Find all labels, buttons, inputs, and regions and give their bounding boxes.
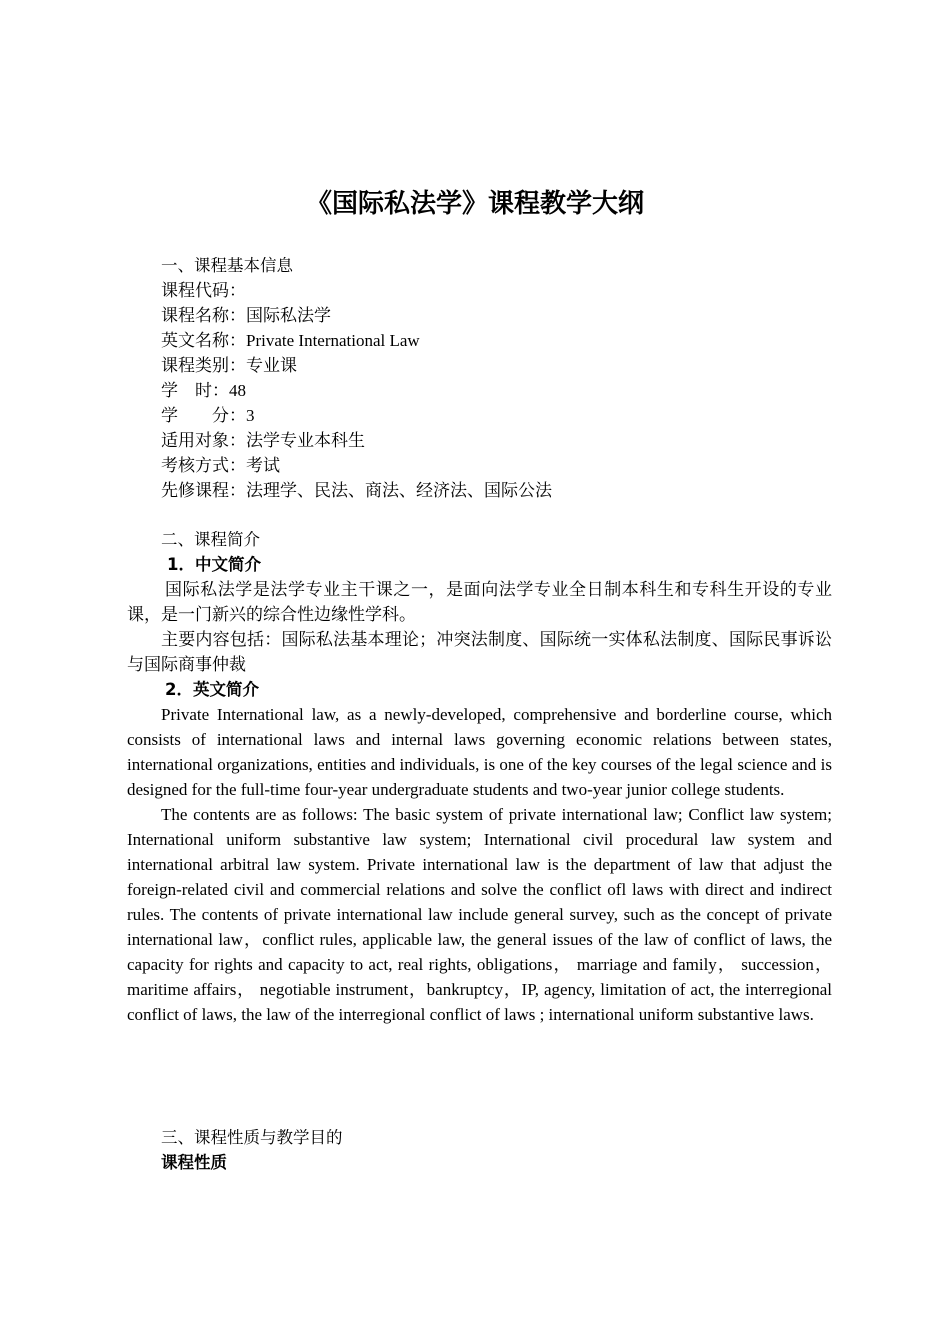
info-english-name [127,328,832,353]
info-label: 先修课程： [161,481,246,500]
course-nature-subheading: 课程性质 [161,1153,227,1172]
info-value: 48 [229,381,246,400]
info-course-code [127,278,832,303]
info-label: 考核方式： [161,456,246,475]
english-intro-paragraph: The contents are as follows: The basic system of private international law; Conflict law system; International uniform substantive law system; International civil procedural law system and international arbitral law system. Private international law is the department of law that adjust the foreign-related civil and commercial relations and solve the conflict ofl laws with direct and indirect rules. The contents of private international law include general survey, such as the concept of private international law，conflict rules, applicable law, the general issues of the law of conflict of laws, the capacity for rights and capacity to act, real rights, obligations， marriage and family， succession， maritime affairs， negotiable instrument，bankruptcy，IP, agency, limitation of act, the interregional conflict of laws, the law of the interregional conflict of laws ; international uniform substantive laws. [127,805,832,1024]
info-label: 课程名称： [161,306,246,325]
info-course-name [127,303,832,328]
info-value: 考试 [246,456,280,475]
info-value: 法理学、民法、商法、经济法、国际公法 [246,481,552,500]
info-credits [127,403,832,428]
info-label: 适用对象： [161,431,246,450]
chinese-intro-paragraph: 主要内容包括：国际私法基本理论；冲突法制度、国际统一实体私法制度、国际民事诉讼与国际商事仲裁 [127,630,832,674]
section-heading-course-nature: 三、课程性质与教学目的 [161,1128,343,1147]
section-heading-course-intro: 二、课程简介 [161,530,260,549]
chinese-intro-paragraph: 国际私法学是法学专业主干课之一，是面向法学专业全日制本科生和专科生开设的专业课，是一门新兴的综合性边缘性学科。 [127,580,832,624]
section-course-nature [127,1125,832,1175]
info-value: 国际私法学 [246,306,331,325]
info-target-audience [127,428,832,453]
info-label: 学 分： [161,406,246,425]
info-label: 课程类别： [161,356,246,375]
info-prerequisites [127,478,832,503]
info-value: 3 [246,406,255,425]
section-course-intro [127,527,832,1027]
info-value: 专业课 [246,356,297,375]
section-basic-info [127,253,832,503]
info-hours [127,378,832,403]
chinese-intro-heading: 1．中文简介 [167,555,261,574]
english-intro-heading: 2．英文简介 [165,680,259,699]
english-intro-paragraph: Private International law, as a newly-developed, comprehensive and borderline course, which consists of international laws and internal laws governing economic relations between states, international organizations, entities and individuals, is one of the key courses of the legal science and is designed for the full-time four-year undergraduate students and two-year junior college students. [127,705,832,799]
info-course-type [127,353,832,378]
section-heading-basic-info: 一、课程基本信息 [161,256,293,275]
info-value: 法学专业本科生 [246,431,365,450]
info-value: Private International Law [246,331,420,350]
page-title: 《国际私法学》课程教学大纲 [305,189,644,219]
info-label: 英文名称： [161,331,246,350]
info-label: 学 时： [161,381,229,400]
info-label: 课程代码： [161,281,246,300]
info-assessment [127,453,832,478]
